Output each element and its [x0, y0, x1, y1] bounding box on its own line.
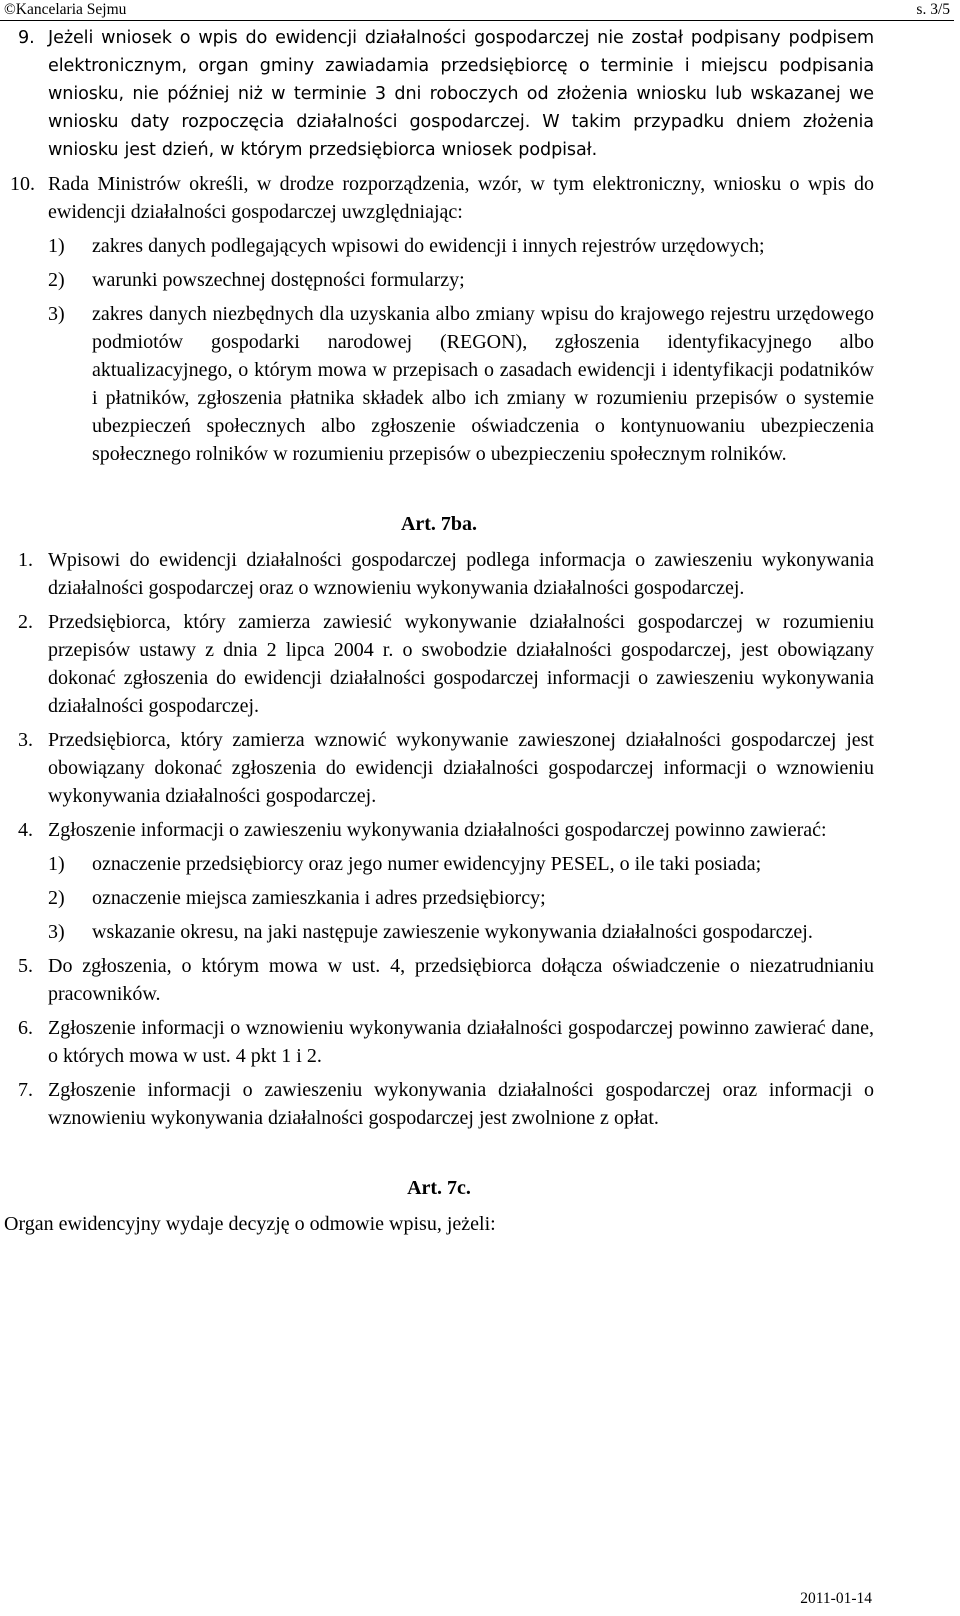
article-title-7c: Art. 7c.	[407, 1177, 471, 1199]
page-number: s. 3/5	[916, 1, 950, 18]
paragraph-text: Przedsiębiorca, który zamierza wznowić wykonywanie zawieszonej działalności gospodarczej jest obowiązany dokonać zgłoszenia do ewidencji działalności gospodarczej informacji o wznowieniu wykonywania działalności gospodarczej.	[48, 729, 874, 807]
paragraph-text: Do zgłoszenia, o którym mowa w ust. 4, przedsiębiorca dołącza oświadczenie o niezatrudnianiu pracowników.	[48, 955, 874, 1005]
item-text: zakres danych podlegających wpisowi do ewidencji i innych rejestrów urzędowych;	[92, 235, 765, 257]
article-paragraph	[0, 1014, 960, 1070]
paragraph-text: Rada Ministrów określi, w drodze rozporządzenia, wzór, w tym elektroniczny, wniosku o wpis do ewidencji działalności gospodarczej uwzględniając:	[48, 173, 874, 223]
paragraph-number: 9.	[18, 28, 35, 48]
header-rule	[0, 20, 954, 21]
paragraph-number: 2.	[18, 611, 33, 633]
list-item	[0, 850, 960, 878]
list-item	[0, 232, 960, 260]
item-number: 2)	[48, 269, 65, 291]
paragraph-number: 6.	[18, 1017, 33, 1039]
paragraph-number: 3.	[18, 729, 33, 751]
paragraph-text: Przedsiębiorca, który zamierza zawiesić wykonywanie działalności gospodarczej w rozumieniu przepisów ustawy z dnia 2 lipca 2004 r. o swobodzie działalności gospodarczej, jest obowiązany dokonać zgłoszenia do ewidencji działalności gospodarczej informacji o zawieszeniu wykonywania działalności gospodarczej.	[48, 611, 874, 717]
article-paragraph	[0, 726, 960, 810]
paragraph-number: 1.	[18, 549, 33, 571]
footer-date: 2011-01-14	[800, 1590, 872, 1607]
item-number: 1)	[48, 853, 65, 875]
item-number: 3)	[48, 303, 65, 325]
paragraph-text: Zgłoszenie informacji o zawieszeniu wykonywania działalności gospodarczej oraz informacji o wznowieniu wykonywania działalności gospodarczej jest zwolnione z opłat.	[48, 1079, 874, 1129]
article-paragraph	[0, 1076, 960, 1132]
article-7c-text: Organ ewidencyjny wydaje decyzję o odmowie wpisu, jeżeli:	[4, 1213, 496, 1235]
item-text: zakres danych niezbędnych dla uzyskania albo zmiany wpisu do krajowego rejestru urzędowego podmiotów gospodarki narodowej (REGON), zgłoszenia identyfikacyjnego albo aktualizacyjnego, o którym mowa w przepisach o zasadach ewidencji i identyfikacji podatników i płatników, zgłoszenia płatnika składek albo ich zmiany w rozumieniu przepisów o systemie ubezpieczeń społecznych albo zgłoszenie oświadczenia o kontynuowaniu ubezpieczenia społecznego rolników w rozumieniu przepisów o ubezpieczeniu społecznym rolników.	[92, 303, 874, 465]
article-paragraph	[0, 816, 960, 844]
paragraph-number: 10.	[10, 173, 35, 195]
paragraph-number: 5.	[18, 955, 33, 977]
list-item	[0, 884, 960, 912]
item-number: 3)	[48, 921, 65, 943]
paragraph-text: Jeżeli wniosek o wpis do ewidencji działalności gospodarczej nie został podpisany podpisem elektronicznym, organ gminy zawiadamia przedsiębiorcę o terminie i miejscu podpisania wniosku, nie później niż w terminie 3 dni roboczych od złożenia wniosku lub wskazanej we wniosku daty rozpoczęcia działalności gospodarczej. W takim przypadku dniem złożenia wniosku jest dzień, w którym przedsiębiorca wniosek podpisał.	[48, 28, 874, 160]
article-paragraph	[0, 952, 960, 1008]
item-number: 1)	[48, 235, 65, 257]
list-item	[0, 266, 960, 294]
article-paragraph	[0, 608, 960, 720]
item-text: oznaczenie miejsca zamieszkania i adres przedsiębiorcy;	[92, 887, 546, 909]
item-text: oznaczenie przedsiębiorcy oraz jego numer ewidencyjny PESEL, o ile taki posiada;	[92, 853, 762, 875]
header-source: ©Kancelaria Sejmu	[4, 1, 127, 18]
paragraph-text: Wpisowi do ewidencji działalności gospodarczej podlega informacja o zawieszeniu wykonywania działalności gospodarczej oraz o wznowieniu wykonywania działalności gospodarczej.	[48, 549, 874, 599]
article-paragraph	[0, 546, 960, 602]
list-item	[0, 918, 960, 946]
article-title-7ba: Art. 7ba.	[400, 513, 478, 535]
paragraph-text: Zgłoszenie informacji o zawieszeniu wykonywania działalności gospodarczej powinno zawierać:	[48, 819, 827, 841]
paragraph-10	[0, 170, 960, 226]
item-number: 2)	[48, 887, 65, 909]
item-text: warunki powszechnej dostępności formularzy;	[92, 269, 465, 291]
paragraph-number: 7.	[18, 1079, 33, 1101]
document-body	[0, 24, 960, 1238]
paragraph-9	[0, 24, 960, 164]
paragraph-text: Zgłoszenie informacji o wznowieniu wykonywania działalności gospodarczej powinno zawierać dane, o których mowa w ust. 4 pkt 1 i 2.	[48, 1017, 874, 1067]
paragraph-number: 4.	[18, 819, 33, 841]
list-item	[0, 300, 960, 468]
item-text: wskazanie okresu, na jaki następuje zawieszenie wykonywania działalności gospodarczej.	[92, 921, 813, 943]
